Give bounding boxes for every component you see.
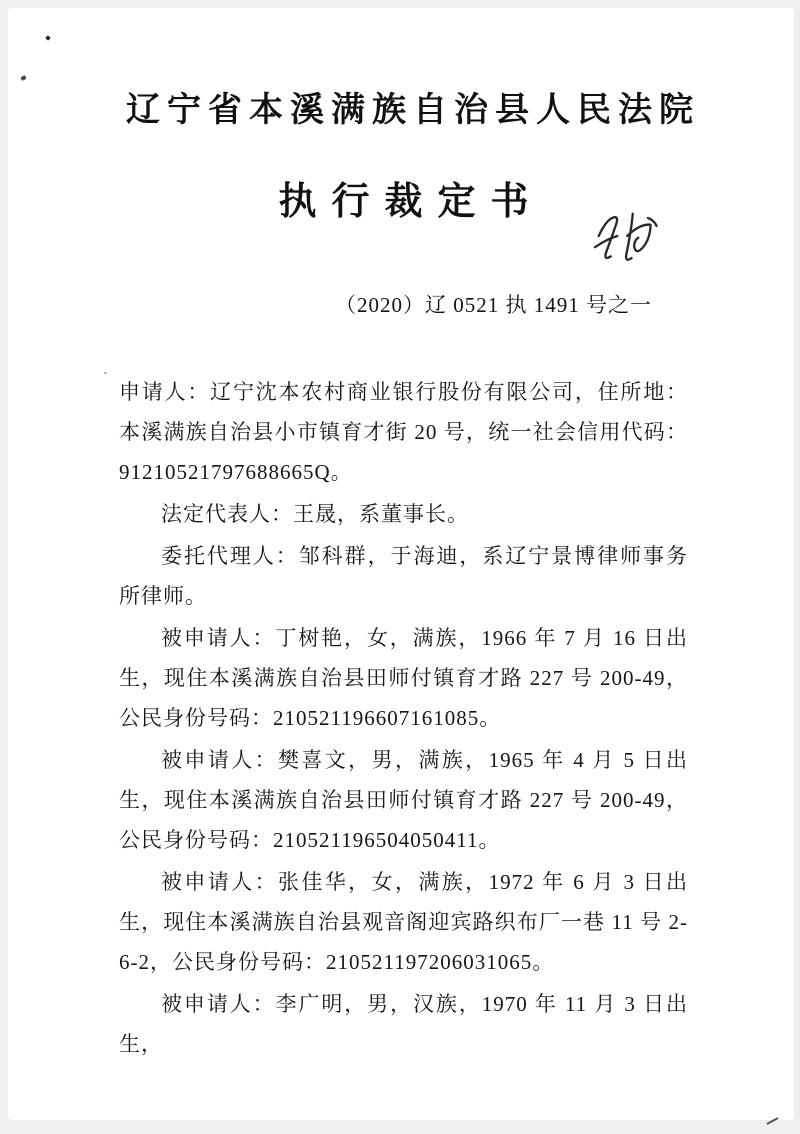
paragraph-respondent-4: 被申请人：李广明，男，汉族，1970 年 11 月 3 日出生， [119,992,688,1056]
document-body [119,372,688,1064]
document-page [8,8,794,1120]
paragraph-applicant: 申请人：辽宁沈本农村商业银行股份有限公司，住所地：本溪满族自治县小市镇育才街 20 号，统一社会信用代码：91210521797688665Q。 [119,380,688,484]
paragraph-respondent-2: 被申请人：樊喜文，男，满族，1965 年 4 月 5 日出生，现住本溪满族自治县田师付镇育才路 227 号 200-49，公民身份号码：210521196504050411。 [119,748,688,852]
page-content [8,88,794,1120]
handwritten-signature-mark [579,194,674,275]
case-number: （2020）辽 0521 执 1491 号之一 [335,293,652,317]
scan-speck [104,372,107,374]
paragraph-respondent-1: 被申请人：丁树艳，女，满族，1966 年 7 月 16 日出生，现住本溪满族自治县田师付镇育才路 227 号 200-49，公民身份号码：210521196607161085。 [119,626,688,730]
paragraph-respondent-3: 被申请人：张佳华，女，满族，1972 年 6 月 3 日出生，现住本溪满族自治县观音阁迎宾路织布厂一巷 11 号 2-6-2，公民身份号码：210521197206031065。 [119,870,688,974]
paragraph-legal-representative: 法定代表人：王晟，系董事长。 [161,502,469,526]
paragraph-attorneys: 委托代理人：邹科群，于海迪，系辽宁景博律师事务所律师。 [119,544,688,608]
document-title: 执行裁定书 [278,181,544,223]
court-name-heading: 辽宁省本溪满族自治县人民法院 [126,91,700,129]
